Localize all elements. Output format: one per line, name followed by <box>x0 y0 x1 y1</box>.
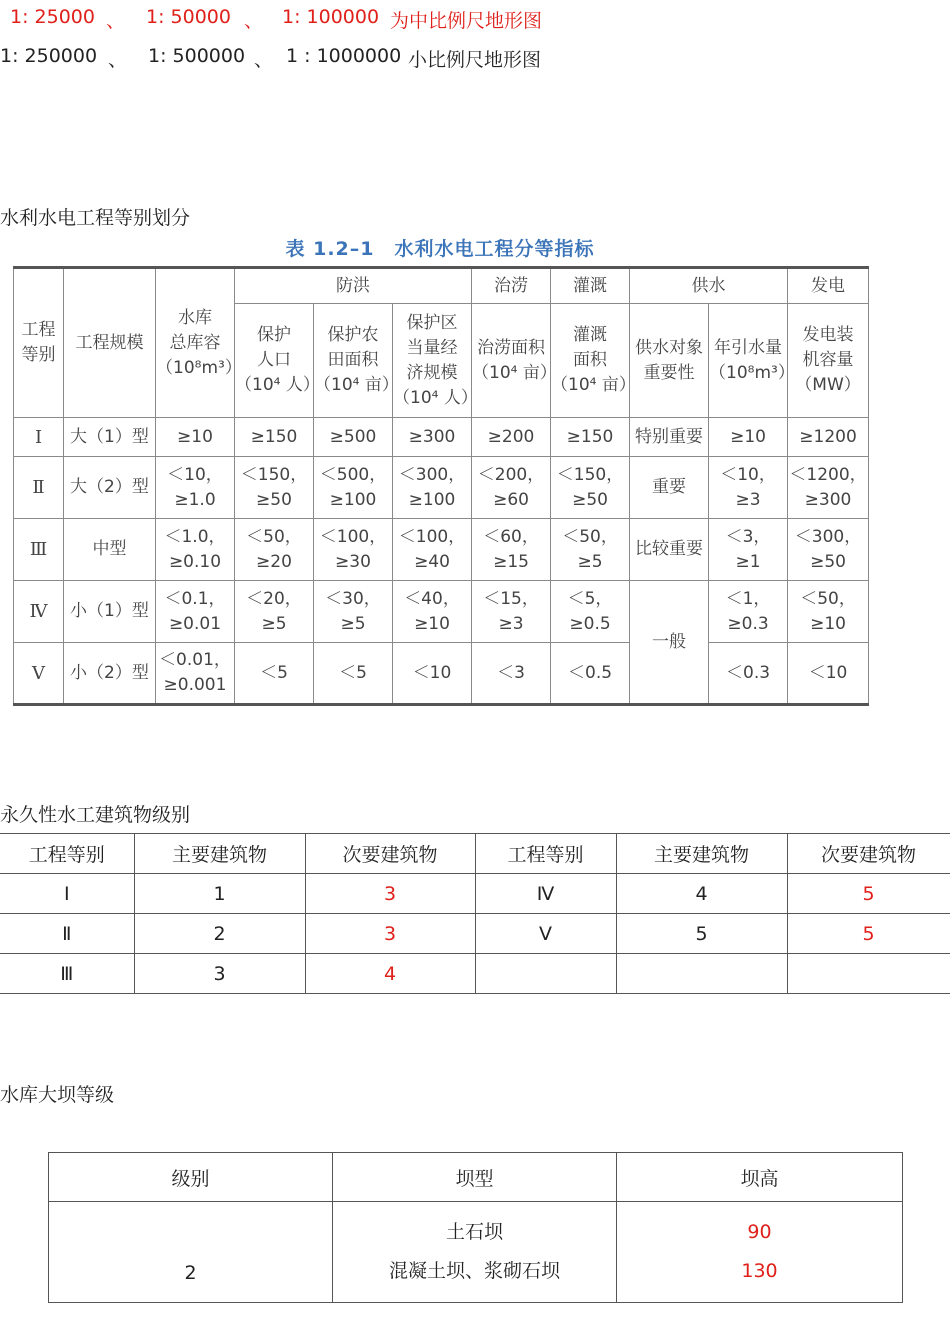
table2-cell: 3 <box>134 954 305 994</box>
table2-cell: 5 <box>616 914 787 954</box>
separator: 、 <box>106 10 126 32</box>
scale-text: 1: 50000 <box>146 6 231 28</box>
table2-cell: Ⅰ <box>0 874 134 914</box>
indicator-cell: ＜500， ≥100 <box>314 457 393 519</box>
table2-cell: 4 <box>616 874 787 914</box>
indicator-cell: ＜50， ≥10 <box>788 581 869 643</box>
indicator-cell: ＜5， ≥0.5 <box>551 581 630 643</box>
indicator-cell: ＜200， ≥60 <box>472 457 551 519</box>
dam-types <box>333 1202 617 1303</box>
separator: 、 <box>108 49 128 71</box>
indicator-cell: ＜40， ≥10 <box>393 581 472 643</box>
scale-text: 1 : 1000000 <box>286 45 402 67</box>
section-heading-grade: 水利水电工程等别划分 <box>0 207 191 229</box>
table1-caption: 表 1.2–1 水利水电工程分等指标 <box>285 238 595 260</box>
table2-cell: 1 <box>134 874 305 914</box>
table2-header: 主要建筑物 <box>616 834 787 874</box>
table2-cell: 4 <box>305 954 475 994</box>
separator: 、 <box>254 49 274 71</box>
indicator-cell: ≥10 <box>156 418 235 457</box>
indicator-cell: 比较重要 <box>630 519 709 581</box>
table2-cell: Ⅱ <box>0 914 134 954</box>
scale-cell: 中型 <box>64 519 156 581</box>
dam-height: 90 <box>747 1221 772 1243</box>
grade-row <box>14 519 869 581</box>
header-annual-water: 年引水量 （10⁸m³） <box>709 304 788 418</box>
indicator-cell: ＜10， ≥3 <box>709 457 788 519</box>
table2-header: 工程等别 <box>475 834 616 874</box>
dam-level: 2 <box>49 1202 333 1303</box>
table2-cell: 2 <box>134 914 305 954</box>
indicator-cell: ＜50， ≥20 <box>235 519 314 581</box>
indicator-cell: ＜15， ≥3 <box>472 581 551 643</box>
header-power: 发电 <box>788 268 869 304</box>
grade-cell: Ⅲ <box>14 519 64 581</box>
indicator-cell: ＜0.5 <box>551 643 630 705</box>
indicator-cell: ＜3， ≥1 <box>709 519 788 581</box>
section-heading-dam-grade: 水库大坝等级 <box>0 1084 115 1106</box>
table2-cell: 3 <box>305 874 475 914</box>
indicator-cell: ＜100， ≥30 <box>314 519 393 581</box>
header-protect-pop: 保护 人口 （10⁴ 人） <box>235 304 314 418</box>
scale-cell: 大（1）型 <box>64 418 156 457</box>
scale-description: 为中比例尺地形图 <box>390 10 543 32</box>
header-scale: 工程规模 <box>64 268 156 418</box>
indicator-cell: 重要 <box>630 457 709 519</box>
table2-cell <box>787 954 950 994</box>
scale-text: 1: 500000 <box>148 45 246 67</box>
grade-cell: Ⅴ <box>14 643 64 705</box>
indicator-cell: ＜60， ≥15 <box>472 519 551 581</box>
header-protect-farm: 保护农 田面积 （10⁴ 亩） <box>314 304 393 418</box>
dam-grade-table <box>48 1152 903 1303</box>
indicator-cell: ＜300， ≥50 <box>788 519 869 581</box>
grade-row <box>14 457 869 519</box>
separator: 、 <box>244 10 264 32</box>
indicator-cell: ＜300， ≥100 <box>393 457 472 519</box>
indicator-cell: ＜50， ≥5 <box>551 519 630 581</box>
indicator-cell: ≥1200 <box>788 418 869 457</box>
indicator-cell: ＜1.0， ≥0.10 <box>156 519 235 581</box>
header-waterlog: 治涝 <box>472 268 551 304</box>
header-irrigation: 灌溉 <box>551 268 630 304</box>
scale-description: 小比例尺地形图 <box>408 49 542 71</box>
grade-row <box>14 643 869 705</box>
table2-cell <box>616 954 787 994</box>
indicator-cell: ＜100， ≥40 <box>393 519 472 581</box>
grade-cell: Ⅳ <box>14 581 64 643</box>
table2-cell: 5 <box>787 874 950 914</box>
building-level-row <box>0 914 950 954</box>
indicator-cell: 特别重要 <box>630 418 709 457</box>
indicator-cell: ＜30， ≥5 <box>314 581 393 643</box>
grade-cell: Ⅰ <box>14 418 64 457</box>
table2-header: 工程等别 <box>0 834 134 874</box>
indicator-cell: 一般 <box>630 581 709 705</box>
indicator-cell: ＜3 <box>472 643 551 705</box>
dam-heights <box>617 1202 903 1303</box>
indicator-cell: ＜5 <box>235 643 314 705</box>
dam-height: 130 <box>741 1260 778 1282</box>
indicator-cell: ＜5 <box>314 643 393 705</box>
header-supply: 供水 <box>630 268 788 304</box>
scale-text: 1: 250000 <box>0 45 98 67</box>
header-flood: 防洪 <box>235 268 472 304</box>
table2-cell: Ⅲ <box>0 954 134 994</box>
indicator-cell: ＜150， ≥50 <box>551 457 630 519</box>
table2-header: 次要建筑物 <box>305 834 475 874</box>
indicator-cell: ＜20， ≥5 <box>235 581 314 643</box>
indicator-cell: ＜10 <box>393 643 472 705</box>
indicator-cell: ＜0.1， ≥0.01 <box>156 581 235 643</box>
table3-header: 坝高 <box>617 1153 903 1202</box>
header-waterlog-area: 治涝面积 （10⁴ 亩） <box>472 304 551 418</box>
dam-type: 土石坝 <box>445 1221 503 1243</box>
table3-header: 级别 <box>49 1153 333 1202</box>
table2-cell: 3 <box>305 914 475 954</box>
table2-cell: Ⅳ <box>475 874 616 914</box>
scale-cell: 小（2）型 <box>64 643 156 705</box>
scale-text: 1: 100000 <box>282 6 380 28</box>
scale-cell: 大（2）型 <box>64 457 156 519</box>
indicator-cell: ＜10， ≥1.0 <box>156 457 235 519</box>
table2-cell <box>475 954 616 994</box>
building-level-row <box>0 874 950 914</box>
table2-header: 主要建筑物 <box>134 834 305 874</box>
indicator-cell: ＜150， ≥50 <box>235 457 314 519</box>
indicator-cell: ≥200 <box>472 418 551 457</box>
building-level-row <box>0 954 950 994</box>
indicator-cell: ≥500 <box>314 418 393 457</box>
grade-cell: Ⅱ <box>14 457 64 519</box>
indicator-cell: ≥150 <box>235 418 314 457</box>
header-reservoir: 水库 总库容 （10⁸m³） <box>156 268 235 418</box>
grade-row <box>14 581 869 643</box>
building-level-table <box>0 833 950 994</box>
table2-cell: Ⅴ <box>475 914 616 954</box>
table2-cell: 5 <box>787 914 950 954</box>
grade-row <box>14 418 869 457</box>
scale-text: 1: 25000 <box>10 6 95 28</box>
indicator-cell: ＜1200， ≥300 <box>788 457 869 519</box>
scale-cell: 小（1）型 <box>64 581 156 643</box>
table2-header: 次要建筑物 <box>787 834 950 874</box>
dam-type: 混凝土坝、浆砌石坝 <box>388 1260 560 1282</box>
indicator-cell: ＜0.3 <box>709 643 788 705</box>
indicator-cell: ≥10 <box>709 418 788 457</box>
indicator-cell: ＜10 <box>788 643 869 705</box>
indicator-cell: ≥150 <box>551 418 630 457</box>
indicator-cell: ＜1， ≥0.3 <box>709 581 788 643</box>
header-supply-object: 供水对象 重要性 <box>630 304 709 418</box>
header-grade: 工程 等别 <box>14 268 64 418</box>
section-heading-building-level: 永久性水工建筑物级别 <box>0 804 191 826</box>
header-protect-econ: 保护区 当量经 济规模 （10⁴ 人） <box>393 304 472 418</box>
header-capacity: 发电装 机容量 （MW） <box>788 304 869 418</box>
table3-header: 坝型 <box>333 1153 617 1202</box>
header-irrigation-area: 灌溉 面积 （10⁴ 亩） <box>551 304 630 418</box>
grade-indicator-table <box>13 266 869 706</box>
indicator-cell: ＜0.01， ≥0.001 <box>156 643 235 705</box>
indicator-cell: ≥300 <box>393 418 472 457</box>
